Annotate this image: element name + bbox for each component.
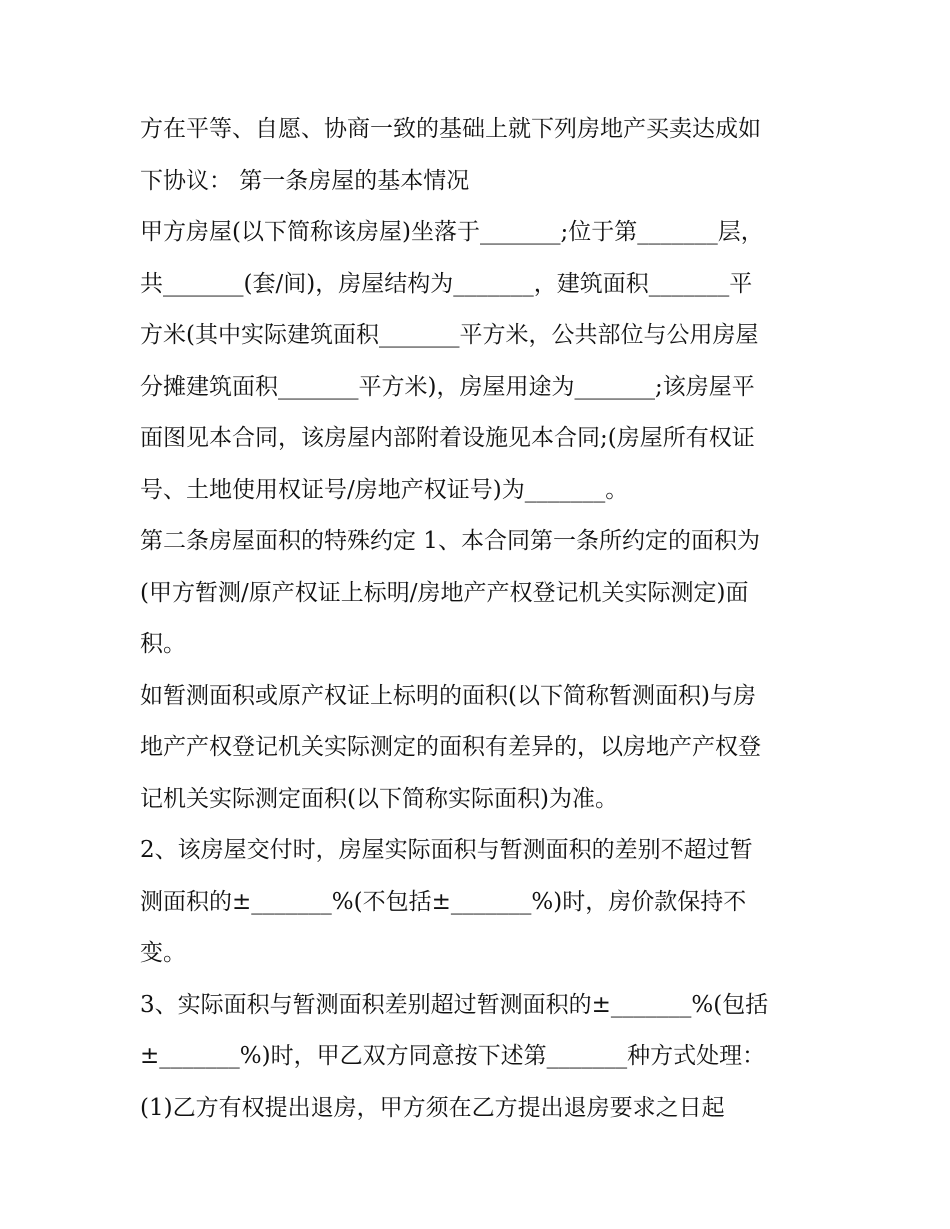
text-line-6: 分摊建筑面积_______平方米)，房屋用途为_______;该房屋平 [140,373,755,400]
text-line-19: ±_______%)时，甲乙双方同意按下述第_______种方式处理： [140,1043,766,1069]
text-line-5: 方米(其中实际建筑面积_______平方米，公共部位与公用房屋 [140,322,759,348]
text-line-14: 记机关实际测定面积(以下简称实际面积)为准。 [140,785,618,812]
text-line-18: 3、实际面积与暂测面积差别超过暂测面积的±_______%(包括 [140,991,769,1018]
text-line-12: 如暂测面积或原产权证上标明的面积(以下简称暂测面积)与房 [140,682,756,709]
text-line-15: 2、该房屋交付时，房屋实际面积与暂测面积的差别不超过暂 [140,837,753,863]
text-line-8: 号、土地使用权证号/房地产权证号)为_______。 [140,476,629,503]
contract-text [140,104,820,1134]
text-line-11: 积。 [140,631,186,657]
text-line-10: (甲方暂测/原产权证上标明/房地产产权登记机关实际测定)面 [140,579,749,606]
text-line-2: 下协议： 第一条房屋的基本情况 [140,167,470,194]
text-line-9: 第二条房屋面积的特殊约定 1、本合同第一条所约定的面积为 [140,528,760,554]
text-line-16: 测面积的±_______%(不包括±_______%)时，房价款保持不 [140,888,747,915]
text-line-4: 共_______(套/间)，房屋结构为_______，建筑面积_______平 [140,270,753,297]
text-line-20: (1)乙方有权提出退房，甲方须在乙方提出退房要求之日起 [140,1094,725,1121]
text-line-17: 变。 [140,940,186,966]
text-line-13: 地产产权登记机关实际测定的面积有差异的，以房地产产权登 [140,734,761,760]
text-line-7: 面图见本合同，该房屋内部附着设施见本合同;(房屋所有权证 [140,425,755,451]
text-line-1: 方在平等、自愿、协商一致的基础上就下列房地产买卖达成如 [140,116,761,142]
text-line-3: 甲方房屋(以下简称该房屋)坐落于_______;位于第_______层， [140,219,764,245]
